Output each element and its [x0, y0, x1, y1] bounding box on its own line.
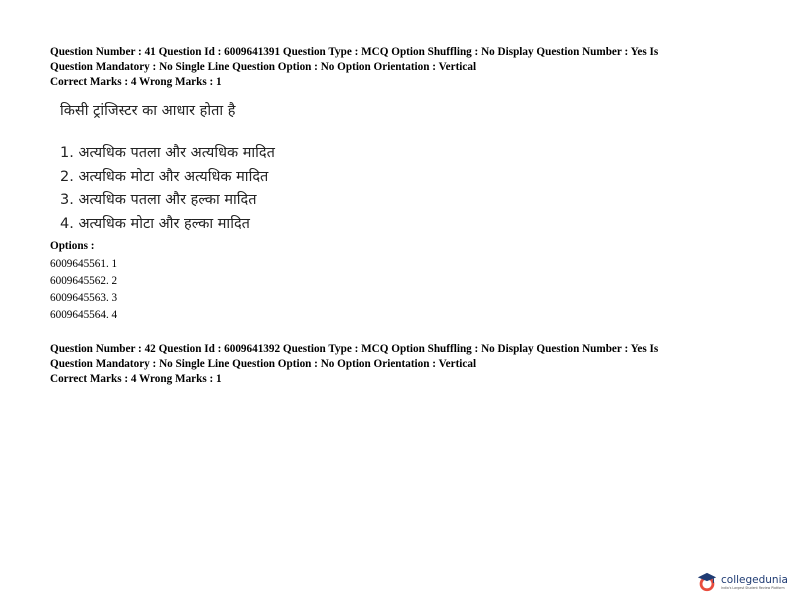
logo-tagline: India's Largest Student Review Platform [721, 585, 785, 590]
option-id: 6009645564. 4 [50, 309, 118, 321]
question-41-meta [50, 45, 750, 90]
graduate-cap-icon [696, 571, 718, 593]
meta-line: Question Mandatory : No Single Line Question Option : No Option Orientation : Vertical [50, 61, 477, 73]
meta-line: Correct Marks : 4 Wrong Marks : 1 [50, 76, 222, 88]
choice-2: 2. अत्यधिक मोटा और अत्यधिक मादित [60, 168, 269, 185]
option-id: 6009645562. 2 [50, 275, 118, 287]
meta-line: Question Mandatory : No Single Line Question Option : No Option Orientation : Vertical [50, 358, 477, 370]
option-id: 6009645563. 3 [50, 292, 118, 304]
question-42-meta [50, 342, 750, 387]
question-41-choices [60, 142, 275, 236]
meta-line: Correct Marks : 4 Wrong Marks : 1 [50, 373, 222, 385]
collegedunia-logo [696, 571, 788, 593]
choice-1: 1. अत्यधिक पतला और अत्यधिक मादित [60, 145, 275, 161]
choice-4: 4. अत्यधिक मोटा और हल्का मादित [60, 215, 250, 232]
choice-3: 3. अत्यधिक पतला और हल्का मादित [60, 192, 257, 208]
logo-name: collegedunia [721, 573, 788, 586]
meta-line: Question Number : 41 Question Id : 6009641391 Question Type : MCQ Option Shuffling : No Display Question Number : Yes Is [50, 46, 659, 58]
question-41-text: किसी ट्रांजिस्टर का आधार होता है [60, 103, 236, 119]
option-id-list [50, 256, 117, 324]
options-heading: Options : [50, 240, 95, 252]
logo-text [721, 574, 788, 591]
option-id: 6009645561. 1 [50, 258, 118, 270]
meta-line: Question Number : 42 Question Id : 6009641392 Question Type : MCQ Option Shuffling : No Display Question Number : Yes Is [50, 343, 659, 355]
